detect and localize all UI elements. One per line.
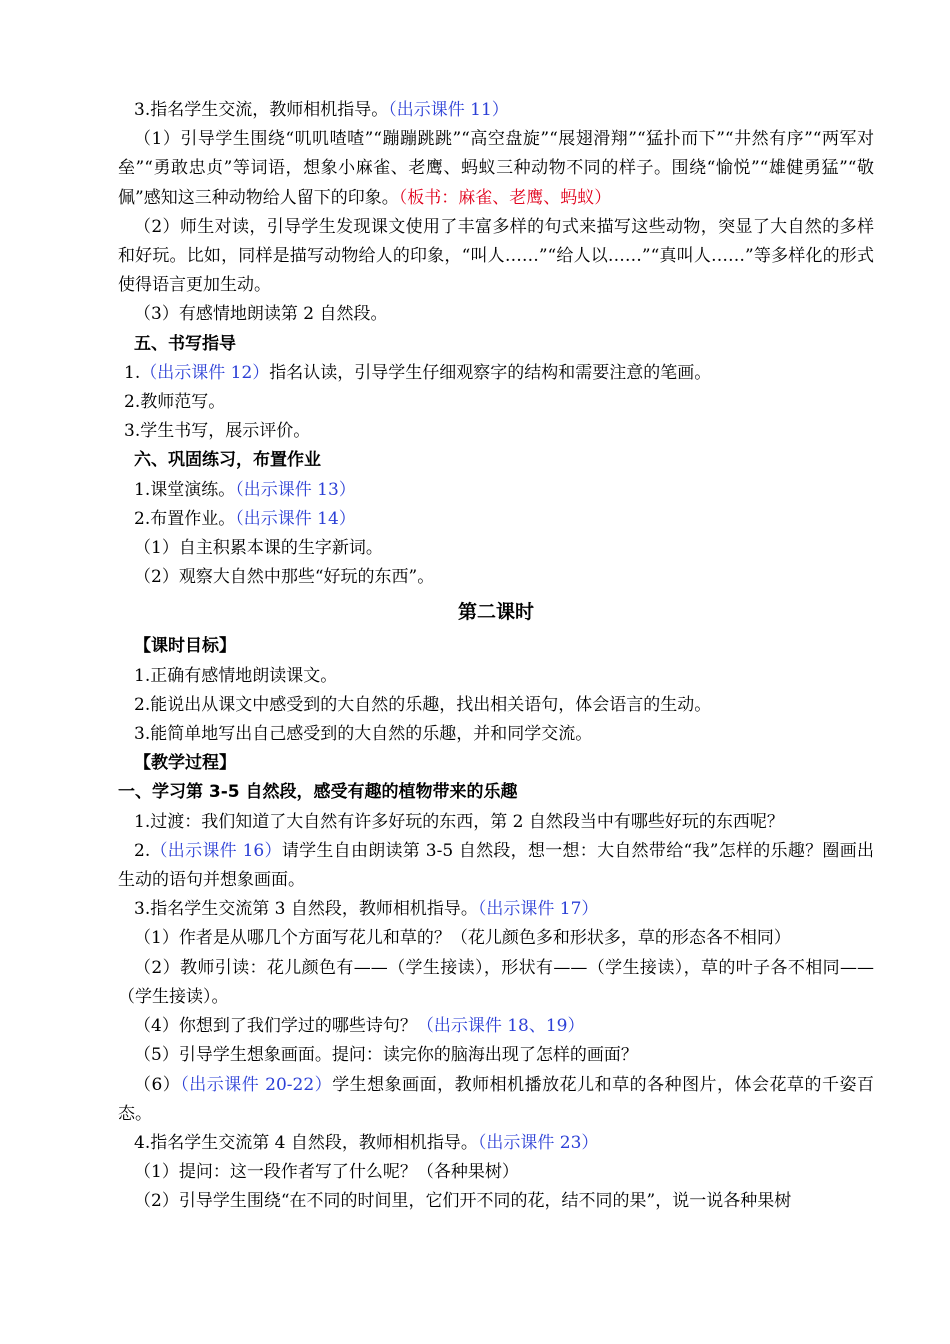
paragraph-text: 4.指名学生交流第 4 自然段，教师相机指导。 xyxy=(134,1132,478,1153)
courseware-ref: （出示课件 17） xyxy=(477,899,599,920)
paragraph xyxy=(118,691,874,720)
paragraph xyxy=(118,388,874,417)
paragraph-text: 1.正确有感情地朗读课文。 xyxy=(134,665,338,686)
paragraph xyxy=(118,924,874,953)
paragraph xyxy=(118,808,874,837)
paragraph xyxy=(118,1012,874,1041)
paragraph-text: （1）自主积累本课的生字新词。 xyxy=(134,538,383,559)
paragraph xyxy=(118,632,874,661)
paragraph-text: （1）提问：这一段作者写了什么呢？（各种果树） xyxy=(134,1162,519,1183)
paragraph-text: （2）引导学生围绕“在不同的时间里，它们开不同的花，结不同的果”，说一说各种果树 xyxy=(134,1191,792,1212)
paragraph-text: 【课时目标】 xyxy=(134,636,236,657)
paragraph-text: 五、书写指导 xyxy=(134,333,236,354)
paragraph-text: 2. xyxy=(134,840,151,861)
courseware-ref: （出示课件 12） xyxy=(140,362,270,383)
paragraph-text: 1.课堂演练。 xyxy=(134,479,236,500)
lesson-part-one xyxy=(118,96,874,592)
paragraph-text: （5）引导学生想象画面。提问：读完你的脑海出现了怎样的画面？ xyxy=(134,1045,638,1066)
paragraph-text: 指名认读，引导学生仔细观察字的结构和需要注意的笔画。 xyxy=(269,362,712,383)
paragraph xyxy=(118,359,874,388)
paragraph-text: 2.布置作业。 xyxy=(134,508,236,529)
paragraph xyxy=(118,1041,874,1070)
paragraph xyxy=(118,534,874,563)
courseware-ref: （出示课件 23） xyxy=(477,1132,599,1153)
paragraph xyxy=(118,213,874,301)
paragraph xyxy=(118,476,874,505)
paragraph-text: 1. xyxy=(124,362,141,383)
courseware-ref: （出示课件 16） xyxy=(150,840,282,861)
paragraph xyxy=(118,1158,874,1187)
board-note: （板书：麻雀、老鹰、蚂蚁） xyxy=(398,187,612,208)
paragraph xyxy=(118,563,874,592)
paragraph xyxy=(118,1071,874,1129)
paragraph-text: （2）师生对读，引导学生发现课文使用了丰富多样的句式来描写这些动物，突显了大自然的多样和好玩。比如，同样是描写动物给人的印象，“叫人……”“给人以……”“真叫人……”等多样化的形式使得语言更加生动。 xyxy=(118,216,874,296)
paragraph xyxy=(118,749,874,778)
paragraph-text: 3.指名学生交流，教师相机指导。 xyxy=(134,100,389,120)
document-page xyxy=(118,96,874,1217)
paragraph-text: 请学生自由朗读第 3-5 自然段，想一想：大自然带给“我”怎样的乐趣？圈画出生动的语句并想象画面。 xyxy=(118,840,874,891)
courseware-ref: （出示课件 11） xyxy=(388,100,509,120)
paragraph xyxy=(118,300,874,329)
paragraph-text: （3）有感情地朗读第 2 自然段。 xyxy=(134,304,388,325)
paragraph xyxy=(118,720,874,749)
paragraph-text: （6） xyxy=(134,1074,181,1095)
paragraph-text: （1）作者是从哪几个方面写花儿和草的？（花儿颜色多和形状多，草的形态各不相同） xyxy=(134,928,791,949)
paragraph xyxy=(118,125,874,213)
paragraph-text: （2）观察大自然中那些“好玩的东西”。 xyxy=(134,567,435,588)
paragraph xyxy=(118,1187,874,1216)
paragraph-text: 3.能简单地写出自己感受到的大自然的乐趣，并和同学交流。 xyxy=(134,724,593,745)
paragraph xyxy=(118,778,874,807)
paragraph-text: （4）你想到了我们学过的哪些诗句？ xyxy=(134,1016,417,1037)
paragraph-text: 【教学过程】 xyxy=(134,753,236,774)
paragraph xyxy=(118,505,874,534)
paragraph xyxy=(118,954,874,1012)
paragraph-text: 1.过渡：我们知道了大自然有许多好玩的东西，第 2 自然段当中有哪些好玩的东西呢？ xyxy=(134,811,784,832)
paragraph-text: 一、学习第 3-5 自然段，感受有趣的植物带来的乐趣 xyxy=(118,782,518,803)
paragraph-text: 2.能说出从课文中感受到的大自然的乐趣，找出相关语句，体会语言的生动。 xyxy=(134,694,712,715)
paragraph xyxy=(118,837,874,895)
paragraph-text: 六、巩固练习，布置作业 xyxy=(134,450,321,471)
paragraph-text: 3.指名学生交流第 3 自然段，教师相机指导。 xyxy=(134,899,478,920)
courseware-ref: （出示课件 20-22） xyxy=(180,1074,333,1095)
courseware-ref: （出示课件 13） xyxy=(235,479,356,500)
paragraph-text: 3.学生书写，展示评价。 xyxy=(124,421,311,442)
courseware-ref: （出示课件 14） xyxy=(235,508,356,529)
paragraph xyxy=(118,1129,874,1158)
courseware-ref: （出示课件 18、19） xyxy=(416,1016,585,1037)
paragraph xyxy=(118,662,874,691)
section-title: 第二课时 xyxy=(457,601,534,624)
paragraph-text: （1）引导学生围绕“叽叽喳喳”“蹦蹦跳跳”“高空盘旋”“展翅滑翔”“猛扑而下”“井然有序”“两军对垒”“勇敢忠贞”等词语，想象小麻雀、老鹰、蚂蚁三种动物不同的样子。围绕“愉悦”“雄健勇猛”“敬佩”感知这三种动物给人留下的印象。 xyxy=(118,129,874,208)
paragraph xyxy=(118,417,874,446)
paragraph xyxy=(118,895,874,924)
paragraph xyxy=(118,446,874,475)
paragraph-text: （2）教师引读：花儿颜色有——（学生接读），形状有——（学生接读），草的叶子各不相同——（学生接读）。 xyxy=(118,957,874,1007)
paragraph-text: 学生想象画面，教师相机播放花儿和草的各种图片，体会花草的千姿百态。 xyxy=(118,1074,875,1124)
paragraph xyxy=(118,96,874,125)
paragraph-text: 2.教师范写。 xyxy=(124,392,226,413)
lesson-part-two xyxy=(118,632,874,1216)
paragraph xyxy=(118,330,874,359)
